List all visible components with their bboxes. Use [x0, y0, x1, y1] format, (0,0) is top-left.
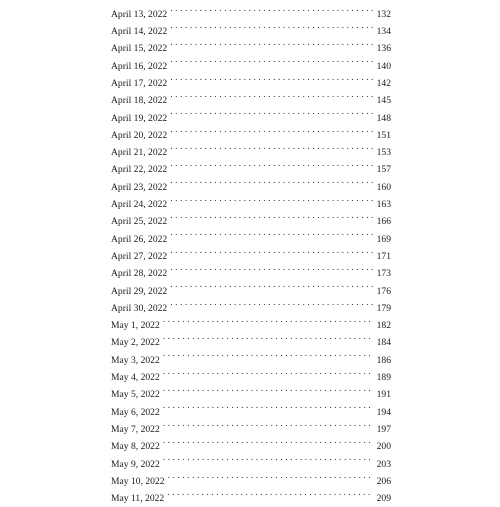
- table-of-contents: [111, 0, 391, 505]
- toc-entry-label: April 29, 2022: [111, 285, 168, 297]
- toc-entry-page-number: 166: [376, 216, 391, 228]
- dot-leader: [163, 345, 373, 362]
- toc-entry-label: April 14, 2022: [111, 26, 168, 38]
- toc-entry-label: April 25, 2022: [111, 216, 168, 228]
- toc-entry-label: May 10, 2022: [111, 475, 165, 487]
- dot-leader: [163, 363, 373, 380]
- toc-entry-page-number: 134: [376, 26, 391, 38]
- toc-entry-label: April 19, 2022: [111, 112, 168, 124]
- dot-leader: [170, 242, 372, 259]
- dot-leader: [170, 51, 372, 68]
- toc-entry-page-number: 140: [376, 60, 391, 72]
- toc-entry-label: April 28, 2022: [111, 268, 168, 280]
- toc-entry[interactable]: [111, 0, 391, 20]
- dot-leader: [170, 103, 372, 120]
- toc-entry-page-number: 145: [376, 95, 391, 107]
- toc-entry-label: May 8, 2022: [111, 441, 160, 453]
- dot-leader: [170, 207, 372, 224]
- toc-entry-label: May 4, 2022: [111, 372, 160, 384]
- dot-leader: [170, 17, 372, 34]
- toc-entry-page-number: 142: [376, 77, 391, 89]
- toc-entry-label: April 16, 2022: [111, 60, 168, 72]
- toc-entry-label: May 6, 2022: [111, 406, 160, 418]
- dot-leader: [170, 138, 372, 155]
- toc-entry-label: May 1, 2022: [111, 320, 160, 332]
- toc-entry-label: April 17, 2022: [111, 77, 168, 89]
- toc-entry-label: May 7, 2022: [111, 423, 160, 435]
- toc-entry-label: April 23, 2022: [111, 181, 168, 193]
- dot-leader: [163, 415, 373, 432]
- toc-entry-page-number: 209: [376, 493, 391, 505]
- dot-leader: [168, 467, 373, 484]
- toc-entry-page-number: 151: [376, 129, 391, 141]
- toc-entry-page-number: 171: [376, 250, 391, 262]
- toc-entry-page-number: 132: [376, 8, 391, 20]
- toc-entry-label: May 5, 2022: [111, 389, 160, 401]
- dot-leader: [170, 294, 372, 311]
- dot-leader: [170, 190, 372, 207]
- toc-entry-page-number: 173: [376, 268, 391, 280]
- toc-entry-page-number: 194: [376, 406, 391, 418]
- dot-leader: [163, 328, 373, 345]
- toc-entry-page-number: 186: [376, 354, 391, 366]
- dot-leader: [170, 69, 372, 86]
- dot-leader: [170, 86, 372, 103]
- toc-entry-label: April 13, 2022: [111, 8, 168, 20]
- dot-leader: [170, 276, 372, 293]
- dot-leader: [170, 121, 372, 138]
- toc-entry-label: April 22, 2022: [111, 164, 168, 176]
- toc-entry-label: May 9, 2022: [111, 458, 160, 470]
- toc-entry-page-number: 203: [376, 458, 391, 470]
- toc-entry-label: April 15, 2022: [111, 43, 168, 55]
- toc-entry-label: April 30, 2022: [111, 302, 168, 314]
- toc-entry-page-number: 148: [376, 112, 391, 124]
- toc-entry-label: April 20, 2022: [111, 129, 168, 141]
- toc-entry-page-number: 153: [376, 147, 391, 159]
- dot-leader: [170, 34, 372, 51]
- dot-leader: [163, 397, 373, 414]
- toc-entry-label: April 27, 2022: [111, 250, 168, 262]
- dot-leader: [170, 224, 372, 241]
- dot-leader: [163, 449, 373, 466]
- dot-leader: [170, 155, 372, 172]
- toc-entry-page-number: 179: [376, 302, 391, 314]
- toc-entry-page-number: 163: [376, 199, 391, 211]
- toc-entry-label: April 24, 2022: [111, 199, 168, 211]
- toc-entry-page-number: 200: [376, 441, 391, 453]
- toc-entry-label: May 2, 2022: [111, 337, 160, 349]
- toc-entry-label: April 26, 2022: [111, 233, 168, 245]
- dot-leader: [163, 432, 373, 449]
- toc-entry-label: April 18, 2022: [111, 95, 168, 107]
- toc-entry-label: May 11, 2022: [111, 493, 165, 505]
- toc-entry-page-number: 189: [376, 372, 391, 384]
- toc-entry-page-number: 206: [376, 475, 391, 487]
- toc-entry-page-number: 176: [376, 285, 391, 297]
- toc-entry-page-number: 157: [376, 164, 391, 176]
- toc-entry-page-number: 136: [376, 43, 391, 55]
- toc-entry-page-number: 160: [376, 181, 391, 193]
- toc-entry-page-number: 169: [376, 233, 391, 245]
- toc-entry-page-number: 182: [376, 320, 391, 332]
- dot-leader: [163, 380, 373, 397]
- toc-entry-page-number: 184: [376, 337, 391, 349]
- toc-entry-page-number: 191: [376, 389, 391, 401]
- toc-entry-label: April 21, 2022: [111, 147, 168, 159]
- toc-entry-label: May 3, 2022: [111, 354, 160, 366]
- dot-leader: [167, 484, 372, 501]
- dot-leader: [170, 172, 372, 189]
- dot-leader: [163, 311, 373, 328]
- toc-entry-page-number: 197: [376, 423, 391, 435]
- dot-leader: [170, 259, 372, 276]
- dot-leader: [170, 0, 372, 17]
